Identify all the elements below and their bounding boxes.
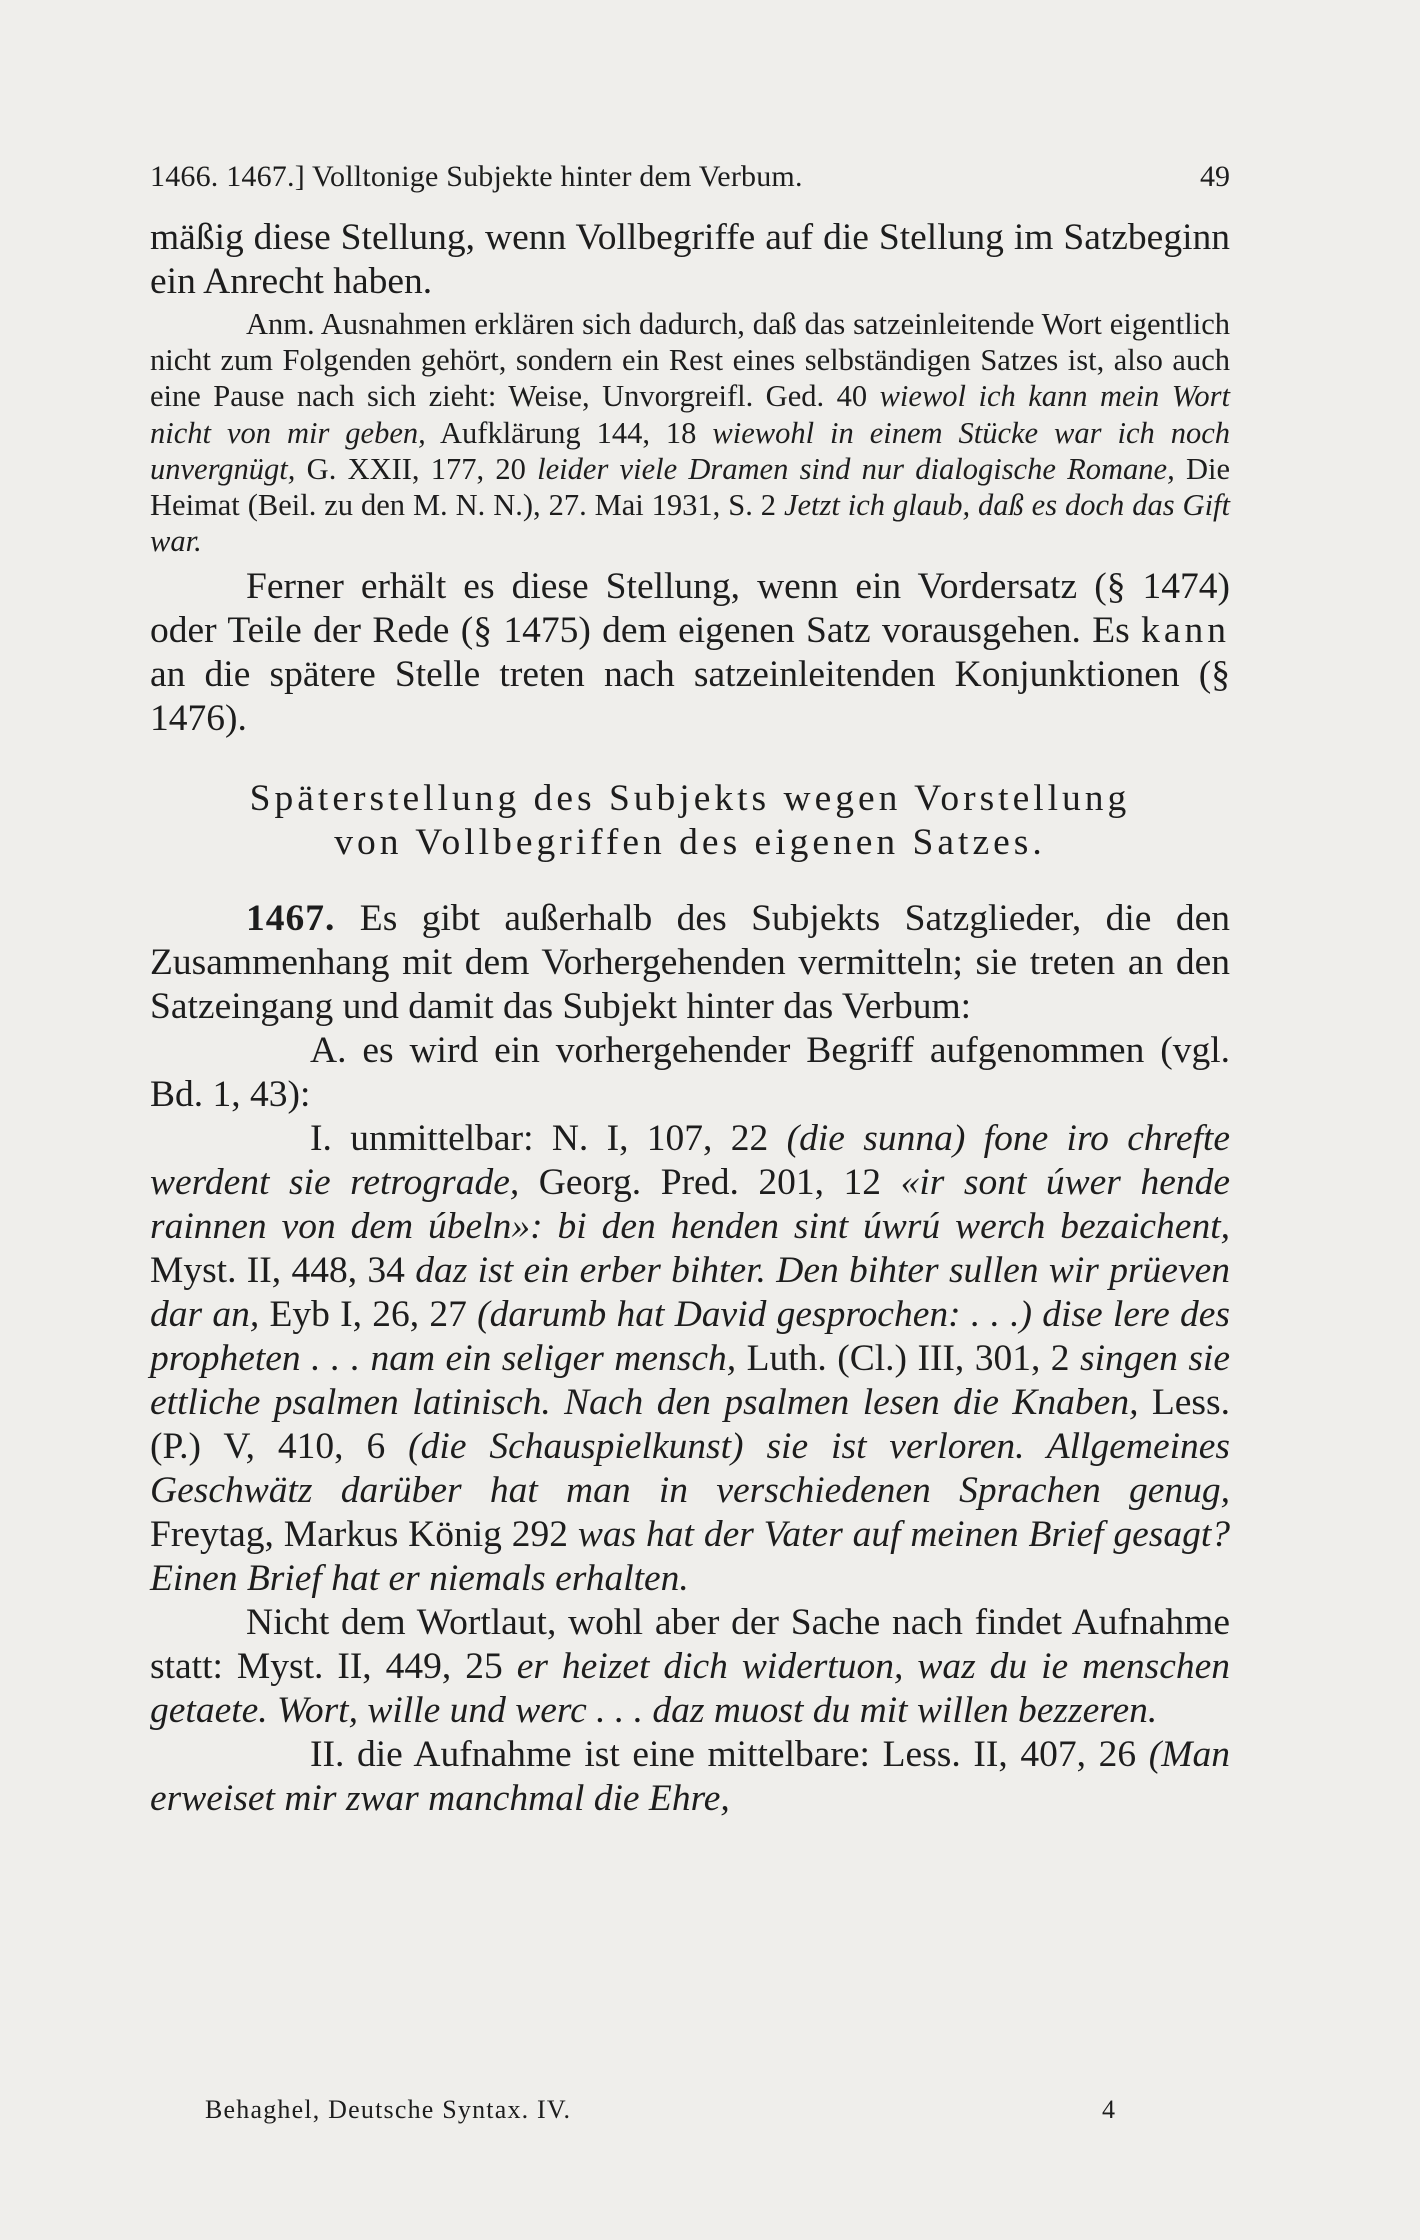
running-head [150,160,1230,204]
pI-text-5: Luth. (Cl.) III, 301, 2 [736,1338,1080,1380]
note-quote-4: Jetzt ich glaub, daß es doch das Gift war. [150,488,1230,559]
p2-text-1: Ferner erhält es diese Stellung, wenn ein Vordersatz (§ 1474) oder Teile der Rede (§ 1475) dem eigenen Satz vorausgehen. Es [150,566,1230,652]
note-text-2: Aufklärung 144, 18 [425,415,713,450]
pI-quote-7: was hat der Vater auf meinen Brief gesagt? Einen Brief hat er niemals erhalten. [150,1514,1230,1600]
note-quote-2: wiewohl in einem Stücke war ich noch unvergnügt, [150,415,1230,486]
paragraph-continuation: mäßig diese Stellung, wenn Vollbegriffe auf die Stellung im Satzbeginn ein Anrecht haben. [150,217,1230,302]
footer-sheet-number: 4 [1102,2095,1115,2124]
pI-quote-1: (die sunna) fone iro chrefte werdent sie retrograde, [150,1118,1230,1204]
pI-text-7: Freytag, Markus König 292 [150,1514,578,1556]
paragraph-nicht [150,1601,1230,1733]
running-head-title: 1466. 1467.] Volltonige Subjekte hinter dem Verbum. [150,160,803,193]
pI-text-6: Less. (P.) V, 410, 6 [150,1382,1230,1468]
pII-text-1: II. die Aufnahme ist eine mittelbare: Less. II, 407, 26 [310,1734,1149,1776]
note-quote-1: wiewol ich kann mein Wort nicht von mir geben, [150,379,1230,450]
section-heading [150,777,1230,865]
footer-signature: Behaghel, Deutsche Syntax. IV. [205,2095,572,2124]
p3-quote-1: er heizet dich widertuon, waz du ie menschen getaete. Wort, wille und werc . . . daz muost du mit willen bezzeren. [150,1646,1230,1732]
p2-spaced-word: kann [1141,610,1230,652]
annotation-note [150,306,1230,559]
p2-text-2: an die spätere Stelle treten nach satzeinleitenden Konjunktionen (§ 1476). [150,654,1230,740]
paragraph-A: A. es wird ein vorhergehender Begriff aufgenommen (vgl. Bd. 1, 43): [150,1030,1230,1116]
note-text-3: G. XXII, 177, 20 [295,451,538,486]
pI-text-2: Georg. Pred. 201, 12 [519,1162,901,1204]
note-quote-3: leider viele Dramen sind nur dialogische Romane, [537,451,1175,486]
pII-quote-1: (Man erweiset mir zwar manchmal die Ehre, [150,1734,1230,1820]
page-footer [205,2095,1115,2125]
note-text-1: Anm. Ausnahmen erklären sich dadurch, daß das satzeinleitende Wort eigentlich nicht zum Folgenden gehört, sondern ein Rest eines selbständigen Satzes ist, also auch eine Pause nach sich zieht: Weise, Unvorgreifl. Ged. 40 [150,307,1230,414]
pI-quote-5: singen sie ettliche psalmen latinisch. Nach den psalmen lesen die Knaben, [150,1338,1230,1424]
section-text: Es gibt außerhalb des Subjekts Satzglieder, die den Zusammenhang mit dem Vorhergehenden vermitteln; sie treten an den Satzeingang und damit das Subjekt hinter das Verbum: [150,898,1230,1028]
note-text-4: Die Heimat (Beil. zu den M. N. N.), 27. Mai 1931, S. 2 [150,451,1230,523]
page-number: 49 [1200,160,1230,193]
paragraph-ferner [150,565,1230,741]
pI-text-4: Eyb I, 26, 27 [259,1294,478,1336]
paragraph-I [150,1117,1230,1601]
paragraph-1467 [150,897,1230,1029]
pI-text-1: I. unmittelbar: N. I, 107, 22 [310,1118,787,1160]
pI-quote-6: (die Schauspielkunst) sie ist verloren. Allgemeines Geschwätz darüber hat man in verschiedenen Sprachen genug, [150,1426,1230,1512]
pI-text-3: Myst. II, 448, 34 [150,1250,416,1292]
pI-quote-3: daz ist ein erber bihter. Den bihter sullen wir prüeven dar an, [150,1250,1230,1336]
heading-line-1: Späterstellung des Subjekts wegen Vorstellung [249,778,1131,820]
pI-quote-4: (darumb hat David gesprochen: . . .) dise lere des propheten . . . nam ein seliger mensch, [150,1294,1231,1380]
p3-text-1: Nicht dem Wortlaut, wohl aber der Sache nach findet Aufnahme statt: Myst. II, 449, 25 [150,1602,1230,1688]
paragraph-II [150,1733,1230,1821]
section-number: 1467. [246,898,336,940]
text-column [150,160,1230,1821]
pI-quote-2: «ir sont úwer hende rainnen von dem úbeln»: bi den henden sint úwrú werch bezaichent, [150,1162,1230,1248]
heading-line-2: von Vollbegriffen des eigenen Satzes. [334,822,1046,864]
